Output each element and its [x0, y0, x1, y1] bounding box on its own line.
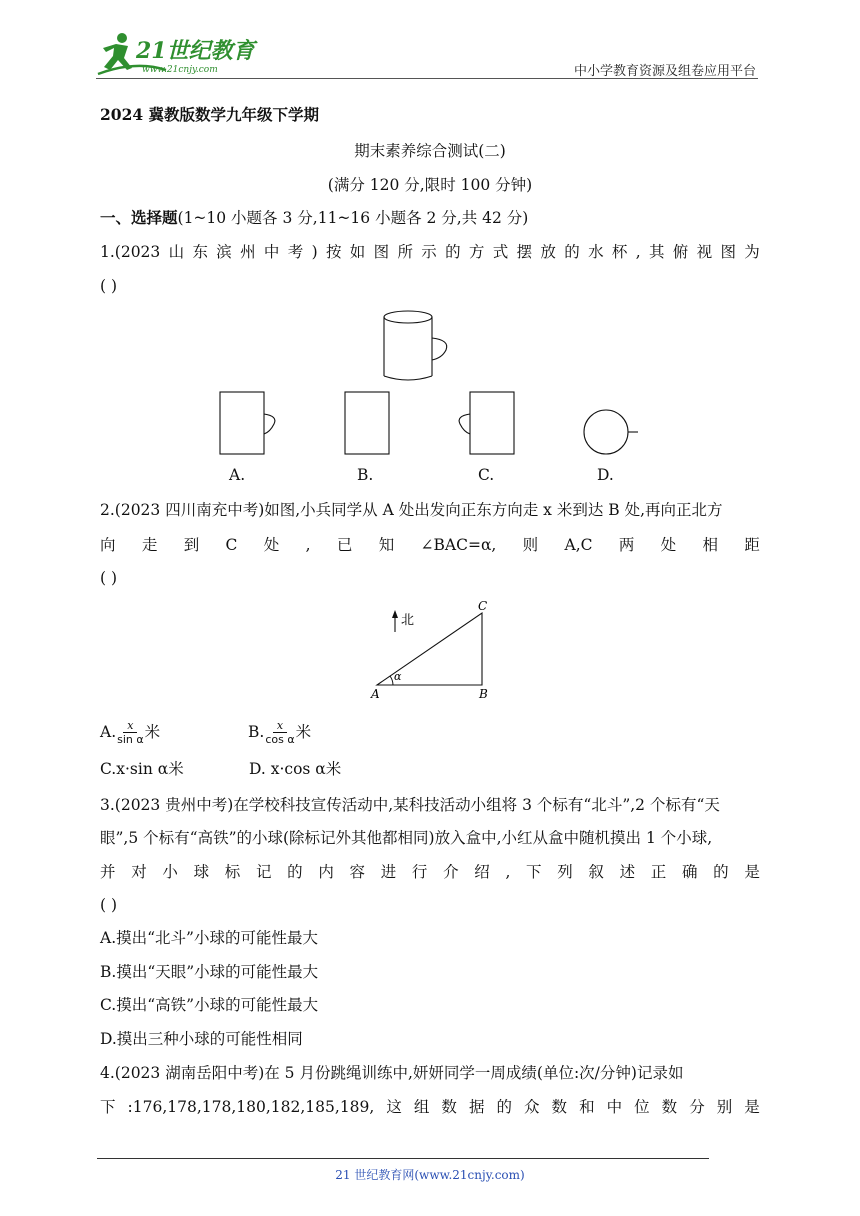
q2-word-3: C [225, 536, 238, 554]
q2-word-7: 知 [378, 536, 395, 554]
q2-line-2 [100, 534, 760, 556]
point-a-label: A [371, 687, 380, 701]
q4-line-1: 4.(2023 湖南岳阳中考)在 5 月份跳绳训练中,妍妍同学一周成绩(单位:次/分钟)记录如 [100, 1064, 684, 1082]
q3-word-12: 绍 [474, 863, 490, 881]
q4-word-15: 是 [744, 1098, 760, 1116]
q1-word-14: 方 [468, 243, 485, 261]
q2-option-c: C.x·sin α米 [100, 760, 184, 778]
q2-word-10: A,C [564, 536, 593, 554]
q2-word-5: , [305, 536, 311, 554]
section-1-title: 一、选择题 [100, 208, 178, 227]
q4-word-13: 分 [689, 1098, 705, 1116]
q1-word-1: 山 [168, 243, 185, 261]
option-a-view-icon [220, 392, 275, 454]
q2-word-4: 处 [263, 536, 280, 554]
q3-word-3: 球 [193, 863, 210, 881]
q2-word-13: 相 [702, 536, 719, 554]
q2-word-6: 已 [336, 536, 353, 554]
q3-word-13: , [505, 863, 511, 881]
q1-word-4: 州 [240, 243, 256, 261]
q3-word-15: 列 [557, 863, 573, 881]
q2-blank: ( ) [100, 569, 118, 587]
q3-word-21: 是 [744, 863, 760, 881]
section-1-note: (1~10 小题各 3 分,11~16 小题各 2 分,共 42 分) [177, 209, 529, 227]
test-meta: (满分 120 分,限时 100 分钟) [327, 176, 533, 194]
q3-line-1: 3.(2023 贵州中考)在学校科技宣传活动中,某科技活动小组将 3 个标有“北斗”,2 个标有“天 [100, 796, 720, 814]
option-c-view-icon [459, 392, 514, 454]
q2-word-2: 到 [183, 536, 200, 554]
q3-word-17: 述 [619, 863, 636, 881]
q3-word-8: 容 [349, 863, 366, 881]
q1-word-21: , [635, 243, 641, 261]
series-title: 2024 冀教版数学九年级下学期 [100, 105, 320, 124]
q1-word-19: 水 [588, 243, 604, 261]
option-d-view-icon [584, 410, 638, 454]
q2-option-b: B. $\frac{x}{\text{cos α}}$ 米 [248, 719, 312, 746]
q1-word-23: 俯 [672, 243, 689, 261]
q2-word-8: ∠BAC=α, [420, 536, 497, 554]
q4-word-9: 和 [579, 1098, 595, 1116]
q3-word-10: 行 [411, 863, 428, 881]
q1-word-9: 如 [349, 243, 366, 261]
q2-word-11: 两 [618, 536, 635, 554]
q3-word-6: 的 [287, 863, 303, 881]
q3-word-4: 标 [224, 863, 241, 881]
q3-option-a: A.摸出“北斗”小球的可能性最大 [100, 929, 318, 947]
q1-line-1 [100, 241, 760, 263]
q1-word-11: 所 [397, 243, 413, 261]
q1-word-12: 示 [421, 243, 437, 261]
q1-word-24: 视 [696, 243, 713, 261]
q3-word-16: 叙 [588, 863, 604, 881]
q1-option-a-label: A. [229, 466, 246, 484]
q4-word-11: 位 [634, 1098, 650, 1116]
q2-word-14: 距 [744, 536, 760, 554]
angle-label: α [394, 670, 402, 683]
q1-word-18: 的 [564, 243, 580, 261]
q4-word-1: :176,178,178,180,182,185,189, [127, 1098, 375, 1116]
q2-word-9: 则 [522, 536, 539, 554]
q1-word-7: ) [311, 243, 318, 261]
q1-word-22: 其 [648, 243, 665, 261]
q1-word-20: 杯 [611, 243, 628, 261]
q3-word-2: 小 [162, 863, 178, 881]
site-logo [96, 30, 261, 78]
q4-word-7: 众 [524, 1098, 540, 1116]
logo-url: www.21cnjy.com [142, 65, 218, 75]
q4-word-0: 下 [100, 1098, 116, 1116]
q3-word-1: 对 [131, 863, 147, 881]
q1-word-13: 的 [445, 243, 461, 261]
header-platform-text: 中小学教育资源及组卷应用平台 [573, 64, 756, 79]
q1-word-25: 图 [720, 243, 736, 261]
q4-line-2 [100, 1096, 760, 1118]
q3-word-14: 下 [526, 863, 542, 881]
q1-blank: ( ) [100, 277, 118, 295]
q1-option-c-label: C. [478, 466, 495, 484]
q3-word-9: 进 [380, 863, 397, 881]
logo-text: 21世纪教育 [136, 38, 255, 64]
q1-word-3: 滨 [216, 243, 232, 261]
q3-word-7: 内 [318, 863, 334, 881]
q3-line-3 [100, 861, 760, 883]
q2-option-d: D. x·cos α米 [249, 760, 342, 778]
footer-rule [97, 1158, 709, 1159]
q1-word-15: 式 [492, 243, 509, 261]
q3-blank: ( ) [100, 896, 118, 914]
q3-word-20: 的 [713, 863, 729, 881]
q3-word-0: 并 [100, 863, 116, 881]
q1-word-16: 摆 [516, 243, 533, 261]
q4-word-6: 的 [496, 1098, 512, 1116]
q2-word-0: 向 [100, 536, 116, 554]
cup-3d-icon [384, 311, 447, 380]
north-label: 北 [401, 613, 415, 628]
q1-word-26: 为 [744, 243, 760, 261]
q3-word-18: 正 [650, 863, 667, 881]
q1-word-10: 图 [373, 243, 390, 261]
q2-option-a: A. $\frac{x}{\text{sin α}}$ 米 [100, 719, 161, 746]
q1-word-5: 中 [263, 243, 280, 261]
q1-option-b-label: B. [357, 466, 374, 484]
north-arrow-icon [392, 610, 398, 618]
q3-word-5: 记 [255, 863, 272, 881]
q4-word-2: 这 [386, 1098, 402, 1116]
q1-cup-figure [380, 300, 480, 390]
q2-word-12: 处 [660, 536, 677, 554]
q3-option-c: C.摸出“高铁”小球的可能性最大 [100, 996, 319, 1014]
footer-text: 21 世纪教育网(www.21cnjy.com) [335, 1168, 525, 1182]
q4-word-12: 数 [661, 1098, 678, 1116]
q4-word-8: 数 [551, 1098, 568, 1116]
q1-word-8: 按 [325, 243, 342, 261]
q3-word-19: 确 [681, 863, 698, 881]
q3-option-b: B.摸出“天眼”小球的可能性最大 [100, 963, 319, 981]
q4-word-14: 别 [716, 1098, 733, 1116]
option-b-view-icon [345, 392, 389, 454]
q1-word-17: 放 [540, 243, 556, 261]
q1-word-2: 东 [192, 243, 208, 261]
q3-word-11: 介 [443, 863, 459, 881]
q4-word-5: 据 [468, 1098, 485, 1116]
q4-word-3: 组 [413, 1098, 430, 1116]
q2-word-1: 走 [141, 536, 158, 554]
q1-word-0: 1.(2023 [100, 243, 161, 261]
q3-line-2: 眼”,5 个标有“高铁”的小球(除标记外其他都相同)放入盒中,小红从盒中随机摸出 1 个小球, [100, 829, 713, 847]
q4-word-4: 数 [441, 1098, 457, 1116]
test-title: 期末素养综合测试(二) [354, 142, 506, 160]
point-c-label: C [478, 599, 488, 613]
q2-line-1: 2.(2023 四川南充中考)如图,小兵同学从 A 处出发向正东方向走 x 米到达 B 处,再向正北方 [100, 501, 723, 519]
q4-word-10: 中 [606, 1098, 623, 1116]
q1-option-d-label: D. [597, 466, 614, 484]
header-rule [96, 78, 758, 79]
q2-triangle-figure [365, 596, 500, 702]
q1-word-6: 考 [287, 243, 304, 261]
q3-option-d: D.摸出三种小球的可能性相同 [100, 1030, 303, 1048]
point-b-label: B [479, 687, 488, 701]
section-1-heading [100, 207, 528, 229]
q1-option-figures [210, 388, 660, 460]
